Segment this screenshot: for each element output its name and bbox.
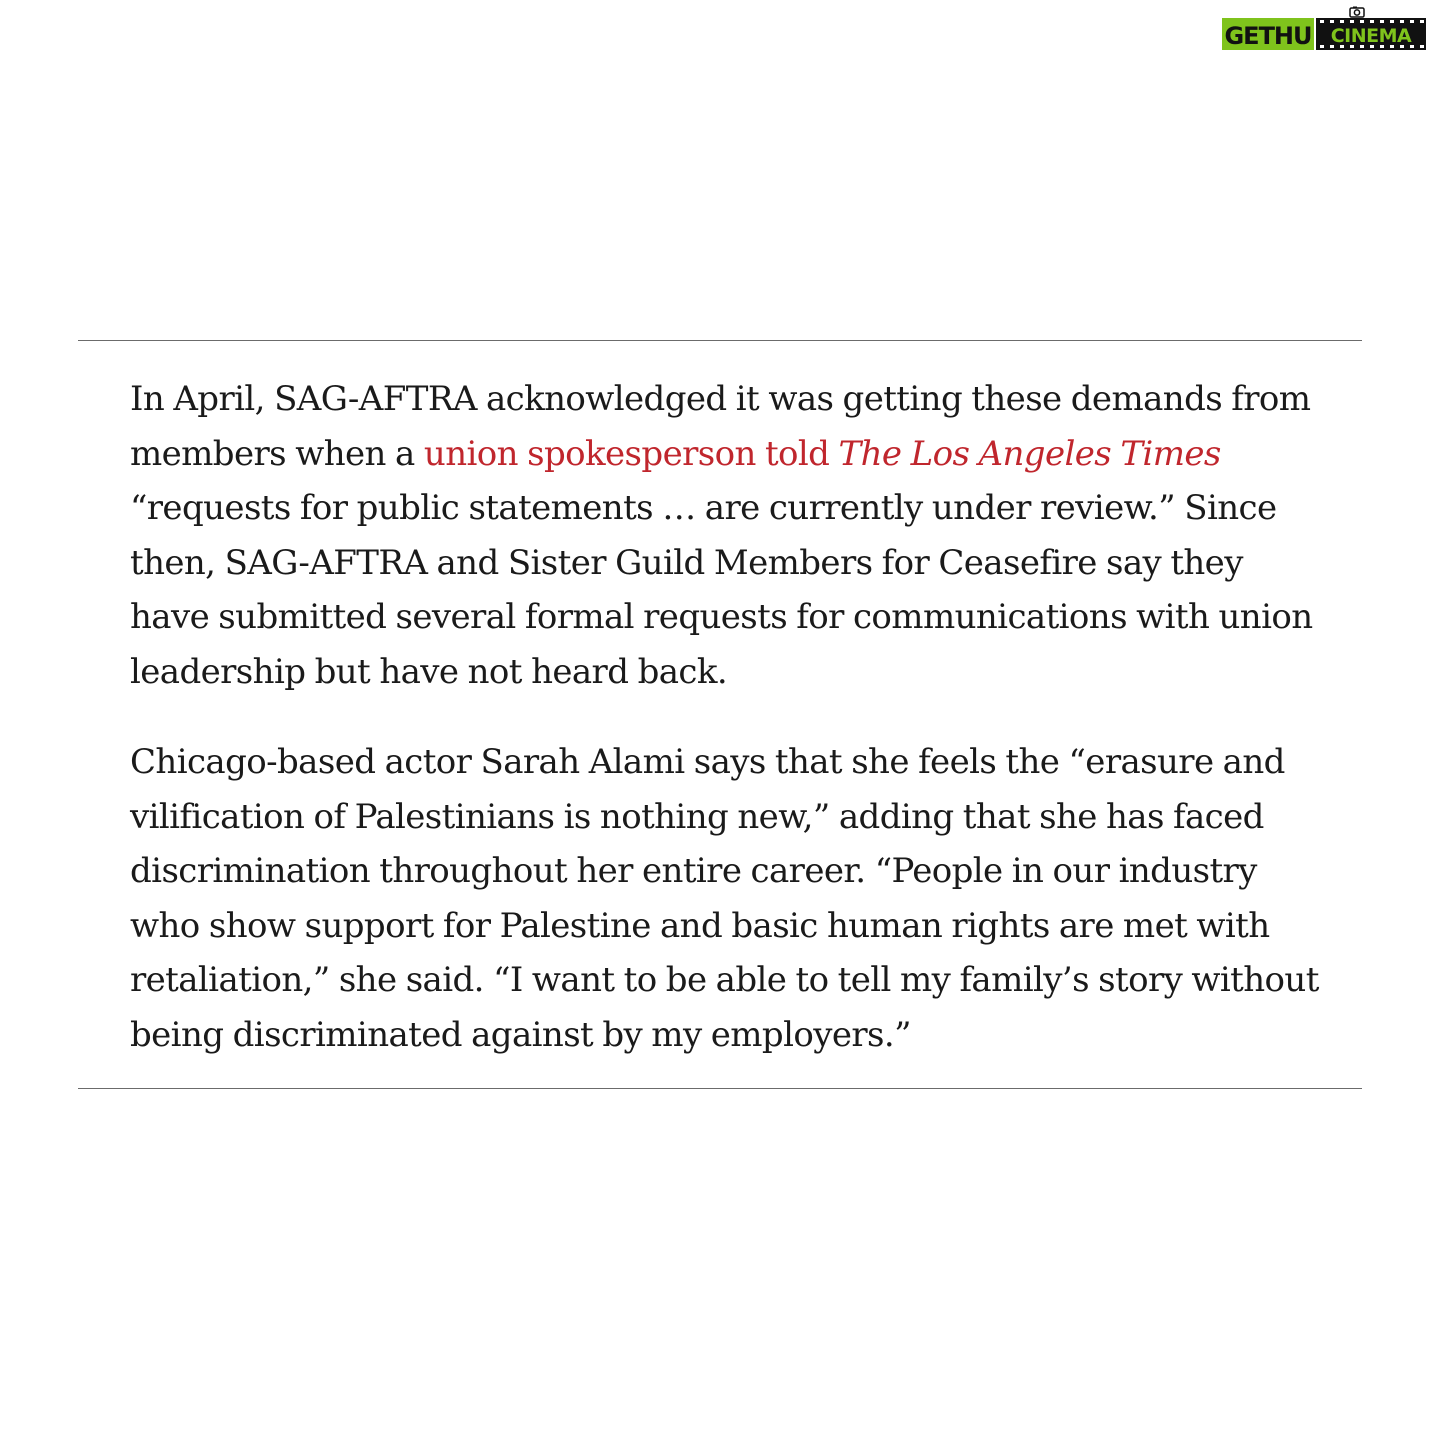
logo-graphic [1220, 6, 1430, 58]
paragraph-1 [130, 372, 1330, 699]
article-body [130, 372, 1330, 1062]
camera-icon [1350, 7, 1364, 18]
link-publication: The Los Angeles Times [838, 433, 1221, 474]
la-times-link[interactable] [424, 434, 1221, 474]
bottom-divider [78, 1088, 1362, 1089]
paragraph-2: Chicago-based actor Sarah Alami says that she feels the “erasure and vilification of Palestinians is nothing new,” adding that she has faced discrimination throughout her entire career. “People in our industry who show support for Palestine and basic human rights are met with retaliation,” she said. “I want to be able to tell my family’s story without being discriminated against by my employers.” [130, 742, 1319, 1055]
paragraph-1-lead: In April, SAG-AFTRA acknowledged it was getting these demands from members when a [130, 379, 1311, 474]
gethu-cinema-logo [1220, 6, 1430, 58]
paragraph-1-rest: “requests for public statements … are currently under review.” Since then, SAG-AFTRA and Sister Guild Members for Ceasefire say they have submitted several formal requests for communications with union leadership but have not heard back. [130, 488, 1313, 692]
logo-cinema-text: CINEMA [1330, 25, 1412, 47]
logo-gethu-text: GETHU [1224, 22, 1312, 50]
link-text: union spokesperson told [423, 433, 839, 474]
top-divider [78, 340, 1362, 341]
